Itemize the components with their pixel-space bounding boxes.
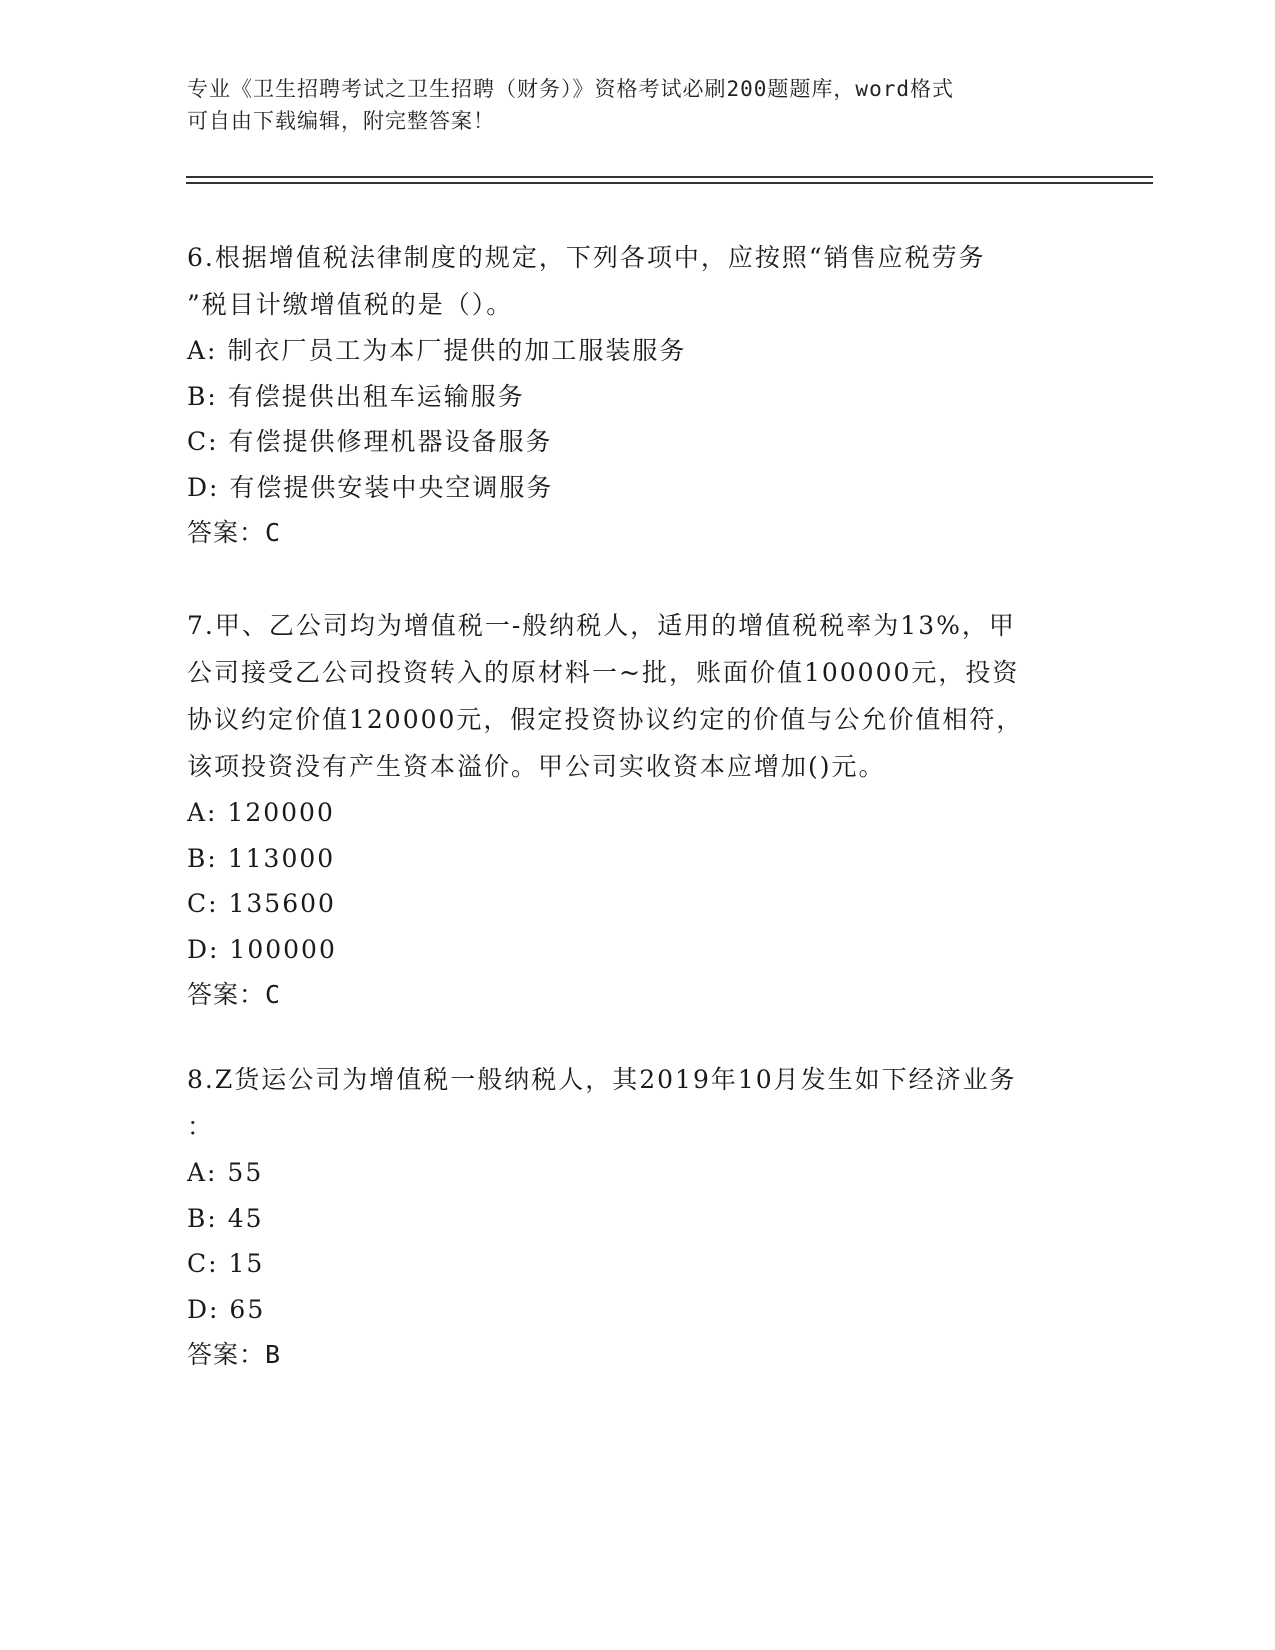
question-stem	[187, 234, 1077, 328]
stem-line: ：	[187, 1112, 215, 1141]
question-7	[187, 602, 1077, 1018]
header-rule-bottom	[186, 182, 1153, 184]
question-stem	[187, 602, 1077, 790]
stem-line: 6.根据增值税法律制度的规定，下列各项中，应按照“销售应税劳务	[187, 243, 986, 272]
option-d: D: 100000	[187, 934, 337, 964]
answer: 答案：C	[187, 518, 282, 547]
option-a: A: 55	[187, 1158, 264, 1187]
question-stem	[187, 1056, 1077, 1150]
option-d: D: 有偿提供安装中央空调服务	[187, 472, 554, 502]
stem-line: 协议约定价值120000元，假定投资协议约定的价值与公允价值相符，	[187, 705, 1024, 734]
header-line-1: 专业《卫生招聘考试之卫生招聘（财务）》资格考试必刷200题题库，word格式	[187, 77, 954, 101]
option-d: D: 65	[187, 1294, 266, 1324]
header-rule-top	[186, 176, 1153, 178]
header-line-2: 可自由下载编辑，附完整答案！	[187, 109, 495, 133]
option-a: A: 120000	[187, 798, 335, 827]
stem-line: ”税目计缴增值税的是（）。	[187, 290, 514, 319]
option-a: A: 制衣厂员工为本厂提供的加工服装服务	[187, 336, 687, 365]
question-8	[187, 1056, 1077, 1378]
answer: 答案：B	[187, 1340, 282, 1369]
answer: 答案：C	[187, 980, 282, 1009]
stem-line: 公司接受乙公司投资转入的原材料一~批，账面价值100000元，投资	[187, 658, 1020, 687]
option-b: B: 有偿提供出租车运输服务	[187, 381, 525, 411]
stem-line: 7.甲、乙公司均为增值税一-般纳税人，适用的增值税税率为13%，甲	[187, 611, 1016, 640]
stem-line: 8.Z货运公司为增值税一般纳税人，其2019年10月发生如下经济业务	[187, 1065, 1017, 1094]
option-b: B: 113000	[187, 843, 336, 873]
stem-line: 该项投资没有产生资本溢价。甲公司实收资本应增加()元。	[187, 752, 886, 781]
document-header	[187, 73, 1087, 137]
option-b: B: 45	[187, 1203, 264, 1233]
option-c: C: 有偿提供修理机器设备服务	[187, 427, 553, 456]
option-c: C: 135600	[187, 889, 336, 918]
question-6	[187, 234, 1077, 556]
option-c: C: 15	[187, 1249, 265, 1278]
